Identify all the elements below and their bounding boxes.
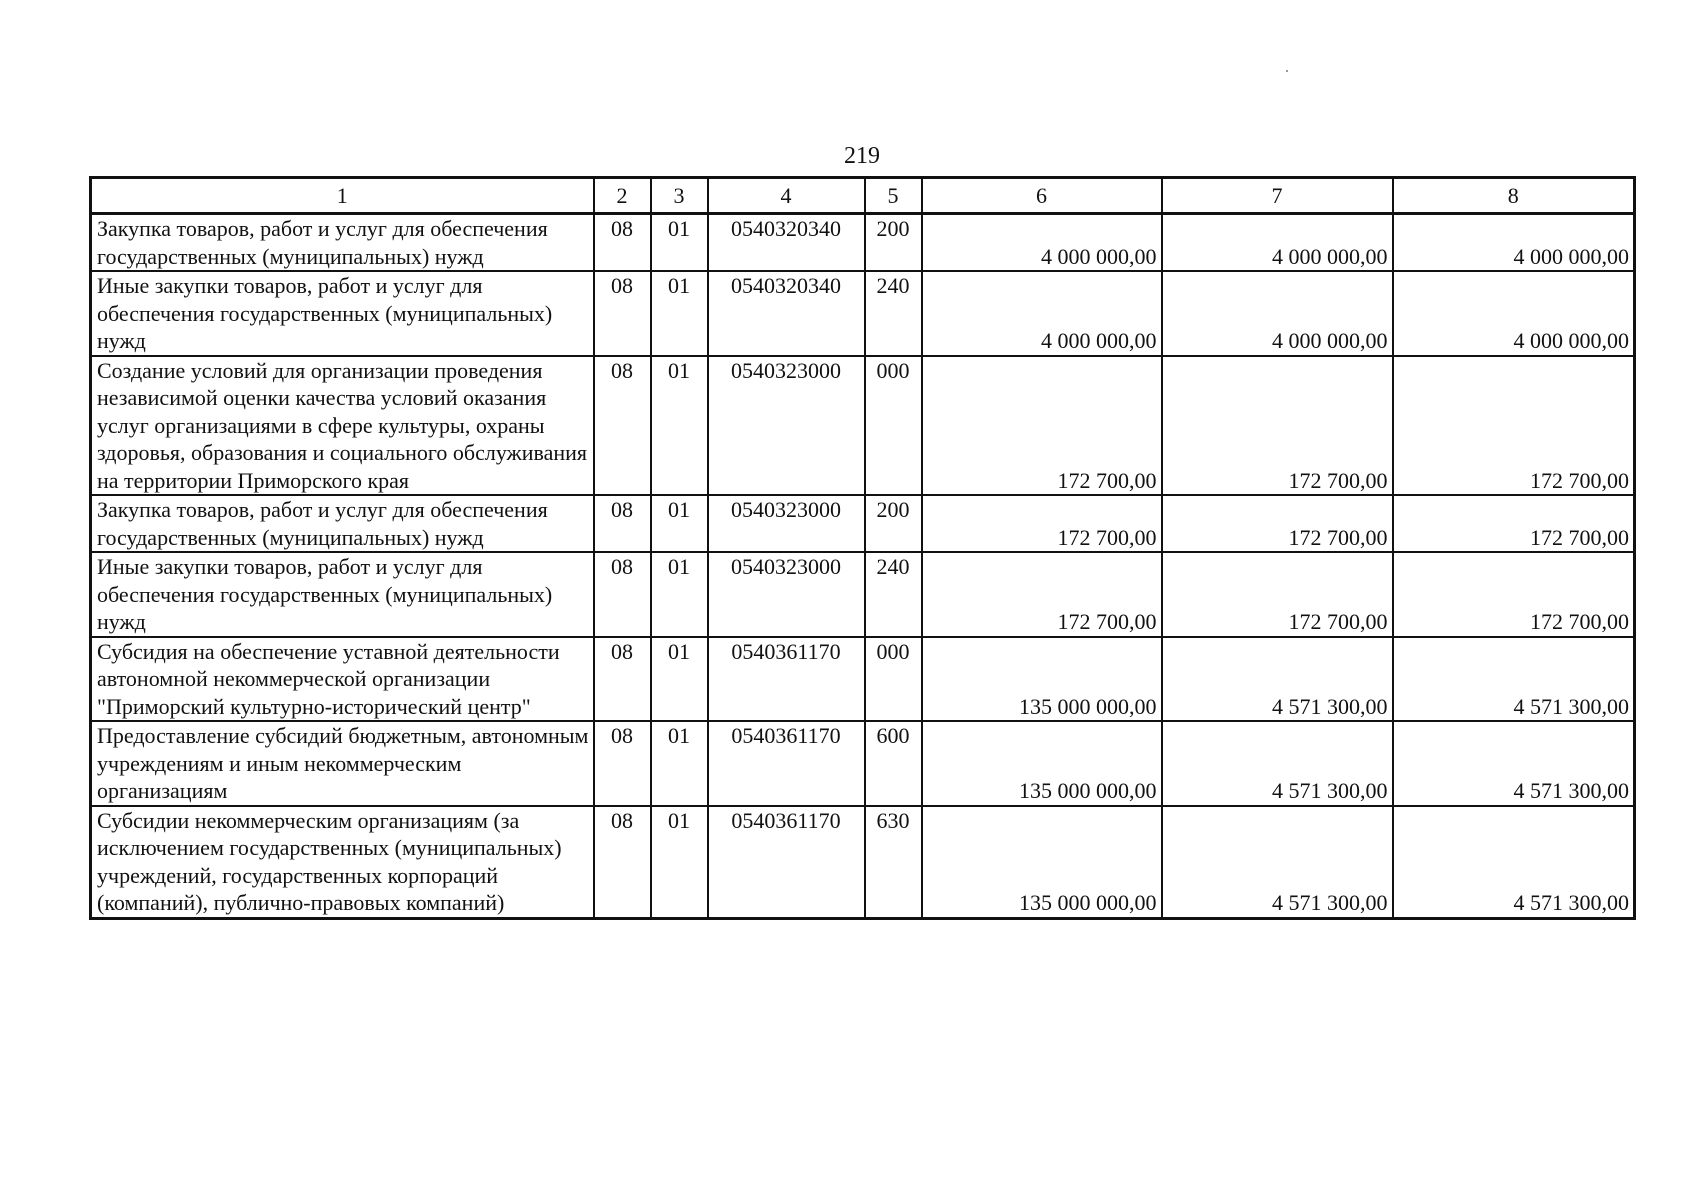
- row-target-code: 0540323000: [708, 552, 865, 637]
- row-amount-8: 4 000 000,00: [1393, 214, 1635, 272]
- row-name: Предоставление субсидий бюджетным, автономным учреждениям и иным некоммерческим организациям: [91, 721, 594, 806]
- row-amount-6: 135 000 000,00: [922, 721, 1162, 806]
- row-section: 08: [594, 214, 651, 272]
- row-section: 08: [594, 806, 651, 919]
- row-target-code: 0540323000: [708, 495, 865, 552]
- row-expense-type: 200: [865, 495, 922, 552]
- row-expense-type: 000: [865, 356, 922, 496]
- row-subsection: 01: [651, 637, 708, 722]
- row-expense-type: 630: [865, 806, 922, 919]
- row-amount-7: 4 000 000,00: [1162, 271, 1393, 356]
- column-header-3: 3: [651, 178, 708, 214]
- column-header-5: 5: [865, 178, 922, 214]
- row-amount-6: 4 000 000,00: [922, 271, 1162, 356]
- row-target-code: 0540320340: [708, 214, 865, 272]
- table-row: [91, 721, 1635, 806]
- row-section: 08: [594, 721, 651, 806]
- page-number: 219: [844, 143, 880, 169]
- row-amount-7: 4 571 300,00: [1162, 721, 1393, 806]
- table-row: [91, 806, 1635, 919]
- row-amount-7: 172 700,00: [1162, 495, 1393, 552]
- row-name: Иные закупки товаров, работ и услуг для обеспечения государственных (муниципальных) нужд: [91, 271, 594, 356]
- row-amount-8: 4 571 300,00: [1393, 637, 1635, 722]
- column-header-4: 4: [708, 178, 865, 214]
- row-section: 08: [594, 356, 651, 496]
- row-amount-8: 4 571 300,00: [1393, 806, 1635, 919]
- column-header-7: 7: [1162, 178, 1393, 214]
- row-name: Закупка товаров, работ и услуг для обеспечения государственных (муниципальных) нужд: [91, 495, 594, 552]
- row-subsection: 01: [651, 806, 708, 919]
- row-amount-6: 4 000 000,00: [922, 214, 1162, 272]
- row-amount-6: 172 700,00: [922, 495, 1162, 552]
- table-row: [91, 495, 1635, 552]
- row-expense-type: 240: [865, 271, 922, 356]
- row-target-code: 0540323000: [708, 356, 865, 496]
- row-section: 08: [594, 271, 651, 356]
- row-expense-type: 000: [865, 637, 922, 722]
- table-row: [91, 356, 1635, 496]
- row-subsection: 01: [651, 495, 708, 552]
- row-section: 08: [594, 552, 651, 637]
- row-name: Создание условий для организации проведения независимой оценки качества условий оказания услуг организациями в сфере культуры, охраны здоровья, образования и социального обслуживания на территории Приморского края: [91, 356, 594, 496]
- row-amount-6: 172 700,00: [922, 356, 1162, 496]
- row-section: 08: [594, 495, 651, 552]
- row-target-code: 0540361170: [708, 637, 865, 722]
- row-name: Иные закупки товаров, работ и услуг для обеспечения государственных (муниципальных) нужд: [91, 552, 594, 637]
- budget-table: [89, 176, 1636, 920]
- column-header-6: 6: [922, 178, 1162, 214]
- row-amount-7: 4 000 000,00: [1162, 214, 1393, 272]
- row-expense-type: 200: [865, 214, 922, 272]
- row-target-code: 0540361170: [708, 721, 865, 806]
- row-subsection: 01: [651, 271, 708, 356]
- row-target-code: 0540361170: [708, 806, 865, 919]
- row-amount-7: 172 700,00: [1162, 356, 1393, 496]
- row-expense-type: 240: [865, 552, 922, 637]
- row-amount-7: 4 571 300,00: [1162, 637, 1393, 722]
- table-row: [91, 552, 1635, 637]
- row-subsection: 01: [651, 214, 708, 272]
- row-target-code: 0540320340: [708, 271, 865, 356]
- row-amount-7: 172 700,00: [1162, 552, 1393, 637]
- column-header-1: 1: [91, 178, 594, 214]
- table-header-row: [91, 178, 1635, 214]
- row-subsection: 01: [651, 721, 708, 806]
- row-amount-6: 172 700,00: [922, 552, 1162, 637]
- column-header-2: 2: [594, 178, 651, 214]
- row-name: Субсидия на обеспечение уставной деятельности автономной некоммерческой организации "Приморский культурно-исторический центр": [91, 637, 594, 722]
- row-name: Субсидии некоммерческим организациям (за исключением государственных (муниципальных) учреждений, государственных корпораций (компаний), публично-правовых компаний): [91, 806, 594, 919]
- table-row: [91, 214, 1635, 272]
- row-subsection: 01: [651, 552, 708, 637]
- row-amount-6: 135 000 000,00: [922, 637, 1162, 722]
- row-amount-8: 172 700,00: [1393, 495, 1635, 552]
- row-amount-6: 135 000 000,00: [922, 806, 1162, 919]
- column-header-8: 8: [1393, 178, 1635, 214]
- row-amount-8: 4 571 300,00: [1393, 721, 1635, 806]
- row-amount-8: 172 700,00: [1393, 356, 1635, 496]
- row-amount-7: 4 571 300,00: [1162, 806, 1393, 919]
- row-expense-type: 600: [865, 721, 922, 806]
- row-amount-8: 172 700,00: [1393, 552, 1635, 637]
- scan-speck: [1286, 70, 1288, 72]
- row-name: Закупка товаров, работ и услуг для обеспечения государственных (муниципальных) нужд: [91, 214, 594, 272]
- row-section: 08: [594, 637, 651, 722]
- table-row: [91, 271, 1635, 356]
- row-amount-8: 4 000 000,00: [1393, 271, 1635, 356]
- table-row: [91, 637, 1635, 722]
- row-subsection: 01: [651, 356, 708, 496]
